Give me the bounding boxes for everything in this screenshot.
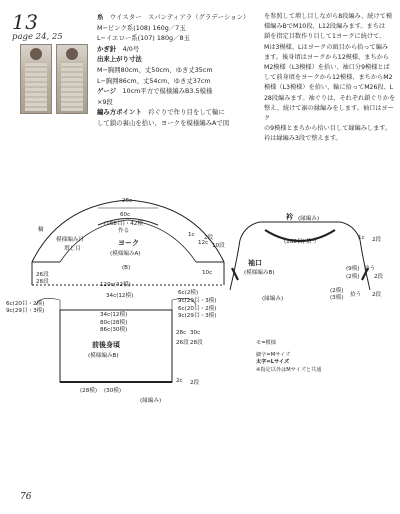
body-bottom-2: (30模) — [104, 388, 122, 394]
cuff-left — [230, 240, 240, 290]
instruction-line: 衿は縁編み3段で整えます。 — [264, 135, 342, 143]
yoke-top-width: 26c — [122, 198, 133, 204]
sleeve-right-4: 2段 — [374, 274, 384, 280]
gauge-value: 10cm平方で模様編みB3.5模様 — [122, 87, 213, 96]
yoke-top-count: 60c — [120, 212, 131, 218]
yoke-make: 作る — [118, 228, 130, 234]
instruction-line: して前身頃をヨークから12模様、まちからM2 — [264, 74, 393, 82]
body-left-top-1: 6c(20目・2模) — [6, 301, 45, 307]
yoke-side-3: 12c — [198, 240, 209, 246]
yoke-title-sub: (模様編みA) — [110, 251, 141, 257]
yoke-start-mark: 模様編み目 — [56, 237, 84, 243]
collar-edge-4: 2段 — [372, 292, 382, 298]
yoke-section-b: (B) — [122, 265, 131, 271]
instruction-line: ます。後身頃はヨークから12模様、まちから — [264, 53, 389, 61]
body-bottom-num-2: 2段 — [190, 380, 200, 386]
body-right-2: 30c — [190, 330, 201, 336]
body-top-2: 80c(28模) — [100, 320, 128, 326]
body-right-1: 28c — [176, 330, 187, 336]
yoke-side-right: 6c(2模) — [178, 290, 199, 296]
yarn-label: 糸 — [97, 13, 104, 21]
size-label: 出来上がり寸法 — [97, 55, 142, 64]
yoke-side-2: 2段 — [204, 235, 214, 241]
body-right-4: 28段 — [190, 340, 203, 346]
sleeve-title-sub: (模様編みB) — [244, 270, 275, 276]
instruction-line: を参照して増し目しながら8段編み、続けて模 — [264, 13, 393, 20]
yoke-bottom-1: 120c(42模) — [100, 282, 131, 288]
collar-right-1: 1c — [358, 235, 365, 241]
yoke-side-5: 10c — [202, 270, 213, 276]
body-title: 前後身頃 — [92, 341, 120, 349]
yarn-m: M−ピンク系(108) 160g／7玉 — [97, 23, 186, 32]
yoke-side-right-2: 9c(29目・3模) — [178, 298, 217, 304]
body-top-1: 34c(12模) — [100, 312, 128, 318]
collar-edge-1: (2模) — [330, 288, 344, 294]
body-right-top-2: 9c(29目・3模) — [178, 313, 217, 319]
sleeve-right-3: 拾う — [364, 266, 376, 272]
instruction-line: 模様（L3模様）を拾い、輪に拾ってM26段、L — [264, 84, 394, 92]
yoke-edge: 輪 — [38, 227, 44, 233]
size-l: L−胸囲86cm、丈54cm、ゆき丈37cm — [97, 76, 211, 85]
instruction-line: 28段編みます。袖ぐりは、それぞれ鎖ぐりかを — [264, 94, 396, 102]
body-right-top-1: 6c(20目・2模) — [178, 306, 217, 312]
body-bottom-num: 2c — [176, 378, 183, 384]
instruction-line: Mは3模様、Lはヨークの頭目から拾って編み — [264, 43, 389, 51]
yoke-bottom-2: 34c(12模) — [106, 293, 134, 299]
yoke-side-4: 10段 — [212, 243, 225, 249]
collar-right-2: 2段 — [372, 237, 382, 243]
instruction-line: 様編みBでM10段、L12段編みます。まちは — [264, 23, 386, 31]
collar-title: 衿 — [286, 213, 293, 221]
collar-count: (168目) — [284, 239, 305, 245]
gauge-label: ゲージ — [97, 87, 117, 96]
point-label: 編み方ポイント — [97, 108, 142, 117]
point-text-1: 衿ぐりで作り目をして輪に — [148, 108, 225, 117]
instruction-line: の9模様とまちから拾い目して縁編みします。 — [264, 125, 392, 133]
legend-line-4: ※指定以外はMサイズと共通 — [256, 366, 322, 373]
instruction-line: 整え、続けて裾の縁編みをします。袖口はヨーク — [264, 104, 394, 123]
body-bottom-label: (縁編み) — [140, 398, 162, 404]
sleeve-right-1: (9模) — [346, 266, 360, 272]
instruction-line: M2模様（L3模様）を拾い、袖口分9模様とば — [264, 64, 390, 72]
size-m: M−胸囲80cm、丈50cm、ゆき丈35cm — [97, 65, 213, 74]
body-title-sub: (模様編みB) — [88, 353, 119, 359]
page-number: 76 — [20, 492, 32, 502]
point-text-2: して鎖の裏山を拾い、ヨークを模様編みAで図 — [97, 118, 230, 127]
collar-count-2: 拾う — [306, 239, 318, 245]
collar-title-sub: (縁編み) — [298, 216, 320, 222]
legend — [256, 340, 321, 374]
body-bottom-1: (28模) — [80, 388, 98, 394]
instruction-line: 鎖を指定目数作り目して1ヨークに続けて、 — [264, 33, 386, 41]
legend-line-3: 太字=Lサイズ — [256, 359, 290, 366]
collar-edge-3: 拾う — [350, 292, 362, 298]
pattern-number: 13 — [12, 10, 39, 34]
hook-label: かぎ針 — [97, 44, 117, 53]
yarn-name: ウイスター スパンティアラ（グラデーション） — [109, 13, 250, 21]
sleeve-right-2: (2模) — [346, 274, 360, 280]
yoke-side-left: 26段 — [36, 272, 49, 278]
collar-edge-2: (3模) — [330, 295, 344, 301]
yoke-side-1: 1c — [188, 232, 195, 238]
legend-line-1: モ=模様 — [256, 340, 276, 346]
yoke-top-count-2: (168目)・42模 — [104, 221, 143, 227]
yoke-title: ヨーク — [118, 239, 139, 247]
body-left-top-2: 9c(29目・3模) — [6, 308, 45, 314]
gauge-value-2: ×9段 — [97, 97, 113, 106]
yoke-increase: 増し目 — [64, 246, 81, 252]
collar-edge-label: (縁編み) — [262, 296, 284, 302]
hook-value: 4/0号 — [122, 44, 140, 53]
page-reference: page 24, 25 — [12, 32, 63, 42]
yoke-side-left-2: 28段 — [36, 279, 49, 285]
body-right-3: 26段 — [176, 340, 189, 346]
yarn-l: L−イエロー系(107) 180g／8玉 — [97, 34, 190, 43]
sleeve-title: 袖口 — [248, 259, 262, 267]
body-top-3: 86c(30模) — [100, 327, 128, 333]
legend-line-2: 細字=Mサイズ — [256, 351, 291, 358]
